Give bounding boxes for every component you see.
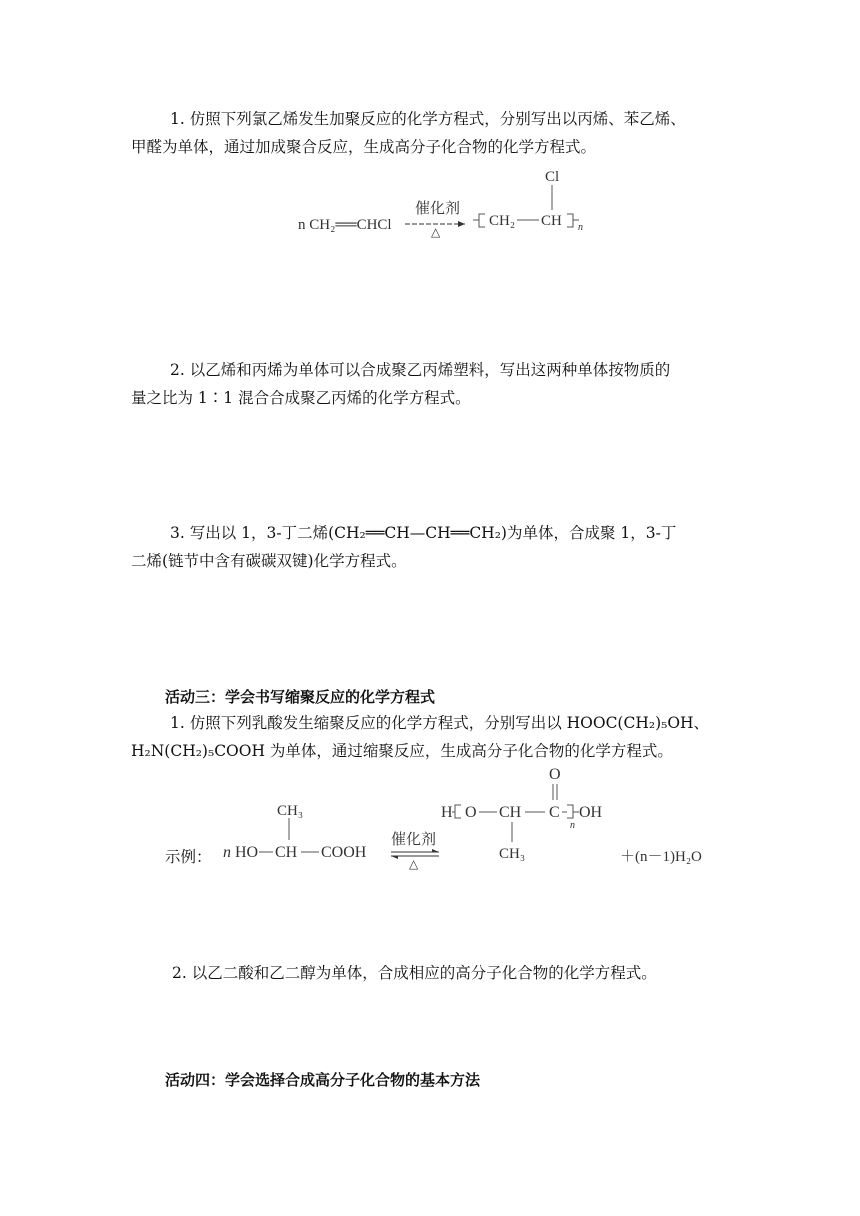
eq2-product-ch: CH [499,804,522,821]
eq1-heat-symbol: △ [431,225,441,239]
eq2-ho-group: HO [235,844,259,861]
question-2-line-2: 量之比为 1∶1 混合合成聚乙丙烯的化学方程式。 [131,389,471,407]
eq2-product-h: H [441,804,453,821]
eq1-ch-group: CH [541,213,562,229]
eq2-catalyst-label: 催化剂 [391,832,437,848]
eq2-n-coefficient: n [223,844,231,861]
question-1-line-2: 甲醛为单体，通过加成聚合反应，生成高分子化合物的化学方程式。 [131,138,597,156]
section-3-heading: 活动三：学会书写缩聚反应的化学方程式 [165,688,436,706]
example-label: 示例： [165,848,212,866]
eq2-product-o: O [465,804,477,821]
eq1-ch2-group: CH₂ [489,213,516,229]
eq2-carbonyl-oxygen: O [549,766,561,783]
question-3-line-2: 二烯(链节中含有碳碳双键)化学方程式。 [131,552,407,570]
question-2-line-1: 2. 以乙烯和丙烯为单体可以合成聚乙丙烯塑料，写出这两种单体按物质的 [170,361,671,379]
section-3-question-1-line-2: H₂N(CH₂)₅COOH 为单体，通过缩聚反应，生成高分子化合物的化学方程式。 [131,742,673,760]
lactic-acid-condensation-equation [215,760,725,870]
eq2-ch-group: CH [275,844,298,861]
question-1-line-1: 1. 仿照下列氯乙烯发生加聚反应的化学方程式，分别写出以丙烯、苯乙烯、 [170,110,686,128]
eq2-methyl-bottom: CH₃ [499,846,526,862]
eq2-product-oh: OH [579,804,603,821]
eq2-cooh-group: COOH [321,844,367,861]
question-3-line-1: 3. 写出以 1，3-丁二烯(CH₂══CH—CH══CH₂)为单体，合成聚 1，3-丁 [170,524,677,542]
eq1-reactant: n CH₂══CHCl [298,217,392,233]
eq1-catalyst-label: 催化剂 [415,201,461,217]
eq2-water-byproduct: ＋(n－1)H₂O [620,849,702,865]
vinyl-chloride-polymerization-equation [295,165,615,245]
eq2-product-c: C [549,804,560,821]
section-4-heading: 活动四：学会选择合成高分子化合物的基本方法 [165,1071,481,1089]
eq2-n-subscript: n [570,820,575,831]
eq2-methyl-top: CH₃ [277,803,304,819]
section-3-question-2: 2. 以乙二酸和乙二醇为单体，合成相应的高分子化合物的化学方程式。 [172,964,657,982]
eq1-n-subscript: n [578,222,583,233]
eq2-heat-symbol: △ [409,857,419,870]
section-3-question-1-line-1: 1. 仿照下列乳酸发生缩聚反应的化学方程式，分别写出以 HOOC(CH₂)₅OH、 [170,714,710,732]
eq1-chlorine-substituent: Cl [545,169,560,185]
